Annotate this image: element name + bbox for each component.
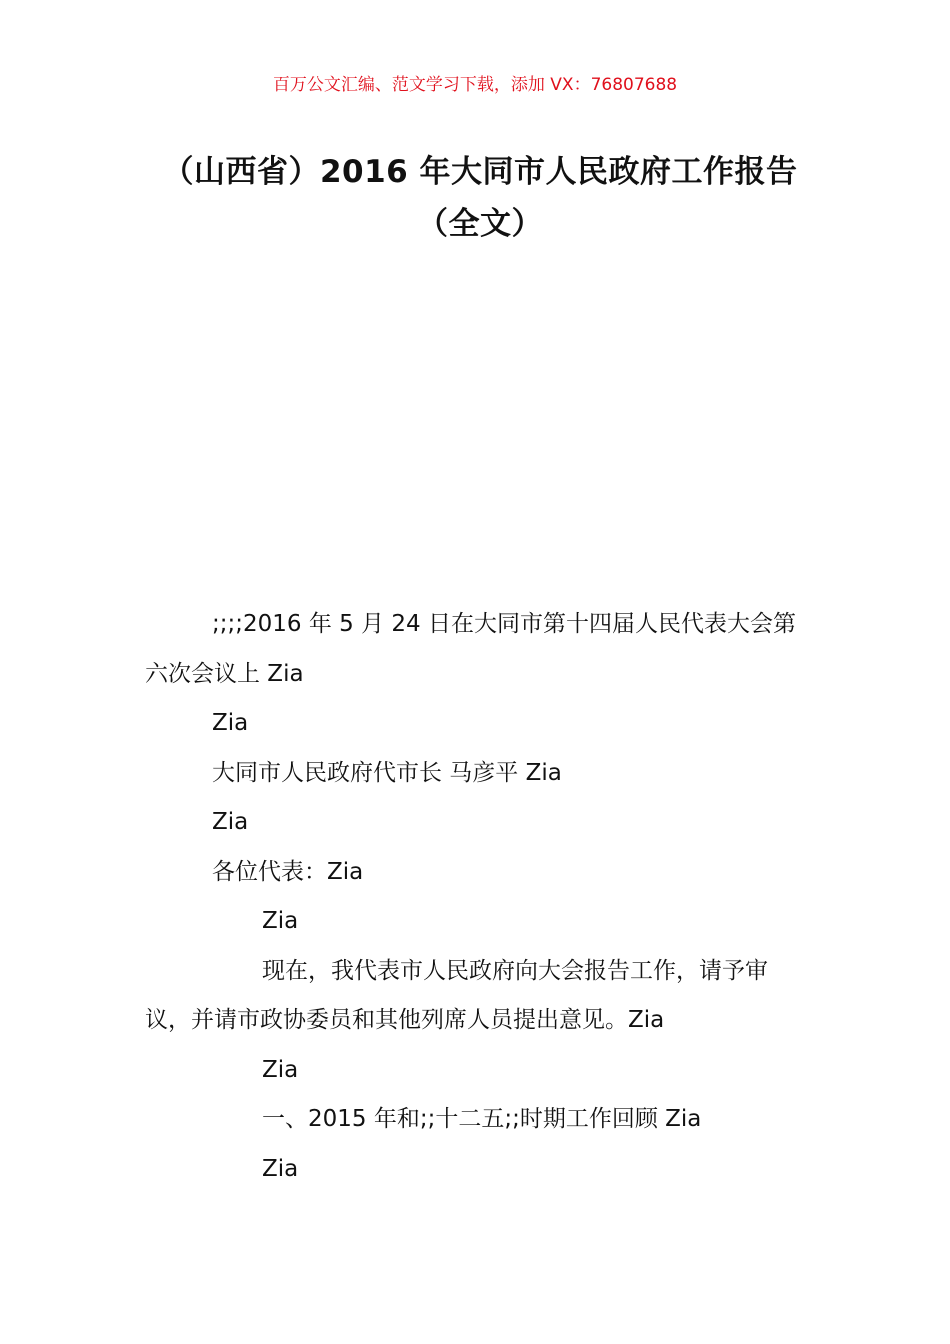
paragraph-blank: Zia (212, 809, 249, 835)
section-heading: 一、2015 年和;;十二五;;时期工作回顾 Zia (262, 1106, 702, 1132)
document-body (145, 600, 810, 1194)
paragraph-salutation: 各位代表：Zia (212, 858, 364, 885)
watermark-header: 百万公文汇编、范文学习下载，添加 VX：76807688 (272, 75, 678, 95)
document-title: （山西省）2016 年大同市人民政府工作报告（全文） (162, 154, 798, 242)
paragraph-blank: Zia (262, 1155, 299, 1182)
paragraph-blank: Zia (262, 908, 299, 934)
paragraph-blank: Zia (262, 1056, 299, 1083)
paragraph-session: ;;;;2016 年 5 月 24 日在大同市第十四届人民代表大会第六次会议上 Zia (145, 611, 796, 687)
paragraph-intro: 现在，我代表市人民政府向大会报告工作，请予审议，并请市政协委员和其他列席人员提出意见。Zia (145, 957, 768, 1033)
paragraph-blank: Zia (212, 710, 249, 736)
paragraph-author: 大同市人民政府代市长 马彦平 Zia (212, 759, 562, 786)
